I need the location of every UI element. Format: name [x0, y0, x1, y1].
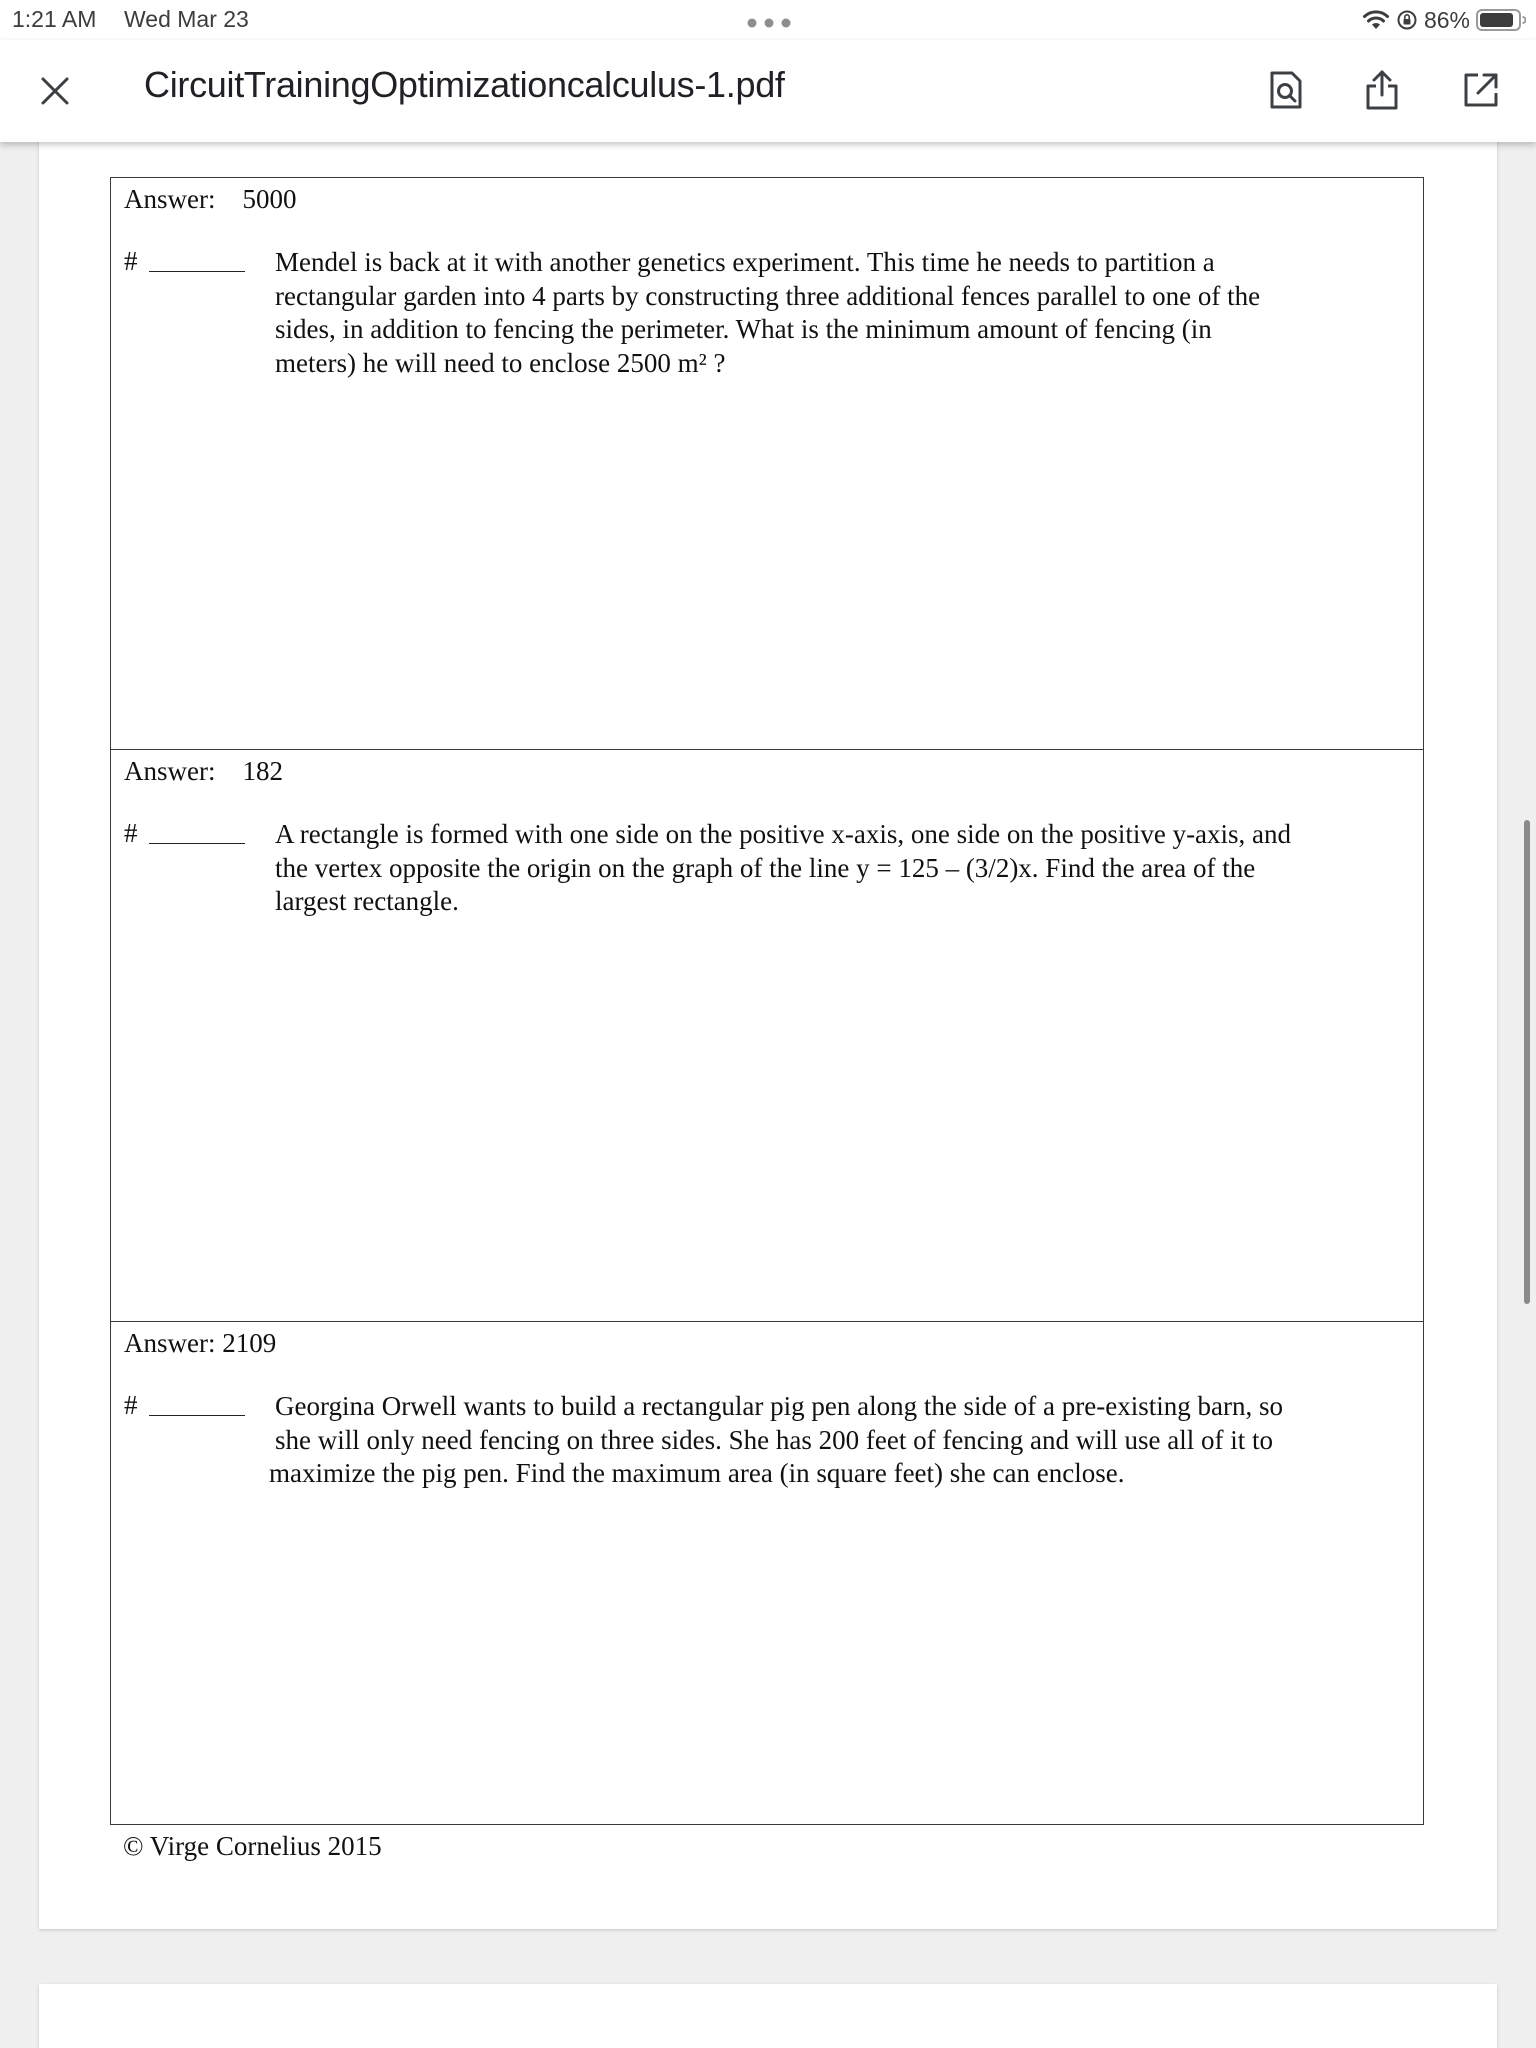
wifi-icon	[1362, 9, 1390, 31]
status-bar	[0, 0, 1536, 40]
document-title: CircuitTrainingOptimizationcalculus-1.pdf	[144, 64, 785, 105]
worksheet-cell	[111, 750, 1423, 1322]
answer-blank	[149, 1415, 245, 1416]
question-line: meters) he will need to enclose 2500 m² ?	[275, 347, 726, 378]
find-in-page-icon	[1268, 70, 1304, 110]
copyright-notice: © Virge Cornelius 2015	[123, 1831, 382, 1861]
answer-blank	[149, 271, 245, 272]
answer-label: Answer:	[124, 1328, 216, 1358]
question-number: #	[124, 1390, 138, 1420]
answer-value: 2109	[222, 1328, 277, 1358]
answer-label: Answer:	[124, 756, 216, 786]
battery-icon	[1476, 8, 1526, 32]
answer-label: Answer:	[124, 184, 216, 214]
pdf-page-next	[39, 1984, 1497, 2048]
answer-value: 5000	[242, 184, 297, 214]
worksheet-table	[110, 177, 1424, 1825]
question-number: #	[124, 246, 138, 276]
answer-line	[124, 184, 296, 215]
question-line: largest rectangle.	[275, 886, 459, 916]
question-line: she will only need fencing on three sides. She has 200 feet of fencing and will use all of it to	[275, 1424, 1273, 1455]
question-text	[275, 818, 1411, 919]
answer-line	[124, 756, 283, 787]
question-line: the vertex opposite the origin on the graph of the line y = 125 – (3/2)x. Find the area of the	[275, 852, 1256, 883]
find-in-page-button[interactable]	[1258, 62, 1314, 118]
question-line: sides, in addition to fencing the perimeter. What is the minimum amount of fencing (in	[275, 314, 1212, 344]
question-number: #	[124, 818, 138, 848]
multitasking-dots-icon[interactable]	[746, 17, 792, 29]
scrollbar[interactable]	[1524, 820, 1530, 1304]
share-button[interactable]	[1354, 62, 1410, 118]
question-line: rectangular garden into 4 parts by constructing three additional fences parallel to one of the	[275, 280, 1261, 311]
question-line: maximize the pig pen. Find the maximum area (in square feet) she can enclose.	[269, 1458, 1125, 1488]
status-date: Wed Mar 23	[124, 6, 249, 32]
orientation-lock-icon	[1396, 9, 1418, 31]
pdf-page	[39, 142, 1497, 1929]
answer-value: 182	[242, 756, 283, 786]
question-line: Georgina Orwell wants to build a rectangular pig pen along the side of a pre-existing barn, so	[275, 1391, 1283, 1421]
status-time: 1:21 AM	[12, 6, 97, 32]
close-icon	[40, 76, 70, 106]
worksheet-cell	[111, 178, 1423, 750]
status-indicators	[1362, 4, 1526, 36]
worksheet-cell	[111, 1322, 1423, 1824]
pdf-viewer[interactable]	[0, 142, 1536, 2048]
question-text	[269, 1390, 1411, 1491]
battery-percentage: 86%	[1423, 6, 1470, 33]
question-line: A rectangle is formed with one side on the positive x-axis, one side on the positive y-axis, and	[275, 819, 1292, 849]
share-icon	[1364, 69, 1400, 111]
question-text	[275, 246, 1411, 380]
open-external-button[interactable]	[1453, 62, 1509, 118]
close-button[interactable]	[30, 66, 80, 116]
answer-line	[124, 1328, 276, 1359]
app-header	[0, 40, 1536, 142]
question-line: Mendel is back at it with another genetics experiment. This time he needs to partition a	[275, 247, 1215, 277]
answer-blank	[149, 843, 245, 844]
open-external-icon	[1463, 72, 1499, 108]
